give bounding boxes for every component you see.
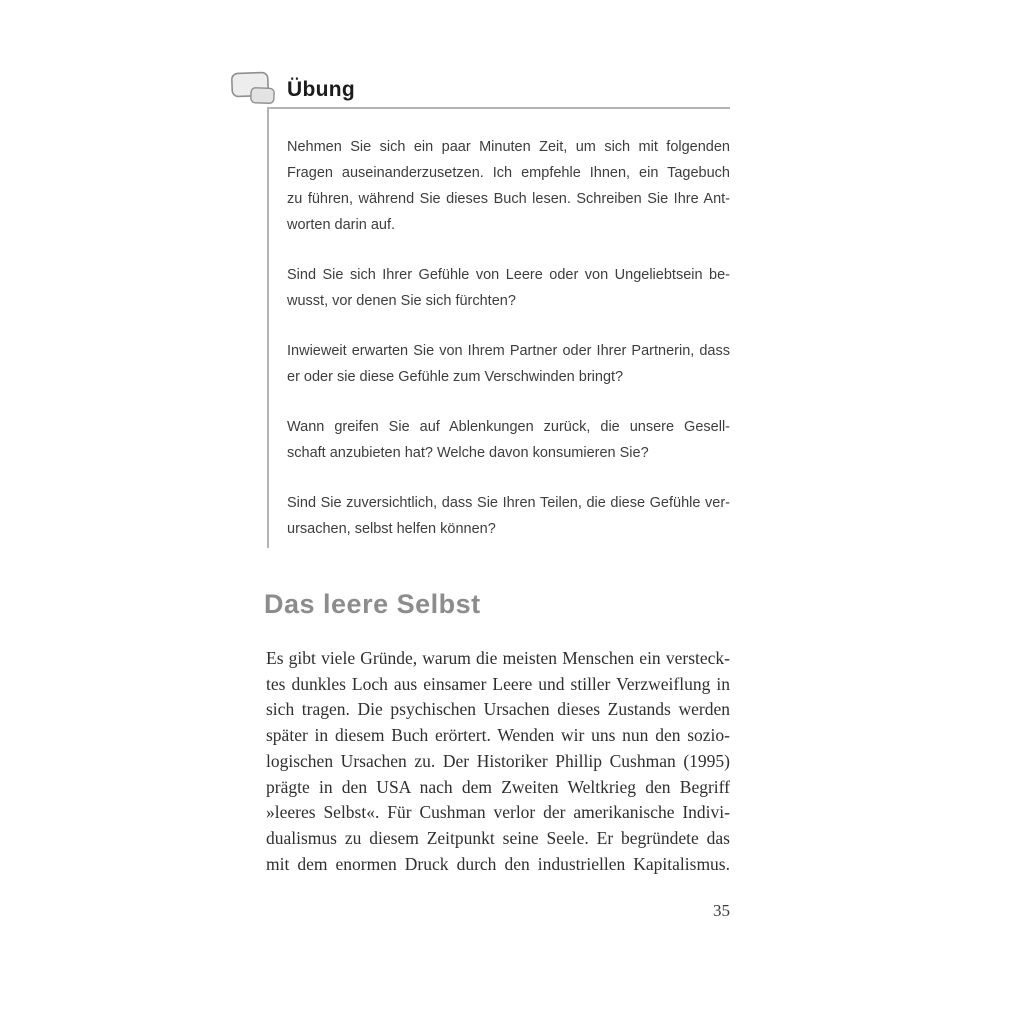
exercise-paragraph	[287, 134, 730, 238]
exercise-paragraph	[287, 490, 730, 542]
body-line: dualismus zu diesem Zeitpunkt seine Seele. Er begründete das	[266, 827, 730, 848]
exercise-paragraph	[287, 338, 730, 390]
exercise-line: Inwieweit erwarten Sie von Ihrem Partner oder Ihrer Partnerin, dass	[287, 343, 730, 359]
exercise-heading: Übung	[287, 78, 355, 101]
exercise-line: ursachen, selbst helfen können?	[287, 521, 496, 537]
exercise-line: wusst, vor denen Sie sich fürchten?	[287, 293, 516, 309]
exercise-line: Nehmen Sie sich ein paar Minuten Zeit, um sich mit folgenden	[287, 139, 730, 155]
body-line: mit dem enormen Druck durch den industriellen Kapitalismus.	[266, 853, 730, 874]
body-line: logischen Ursachen zu. Der Historiker Phillip Cushman (1995)	[266, 750, 730, 771]
exercise-line: er oder sie diese Gefühle zum Verschwinden bringt?	[287, 369, 624, 385]
exercise-line: Wann greifen Sie auf Ablenkungen zurück, die unsere Gesell-	[287, 419, 730, 435]
body-line: Es gibt viele Gründe, warum die meisten Menschen ein versteck-	[266, 648, 730, 668]
body-line: »leeres Selbst«. Für Cushman verlor der amerikanische Indivi-	[266, 802, 730, 823]
body-line: später in diesem Buch erörtert. Wenden wir uns nun den sozio-	[266, 725, 730, 746]
page-number: 35	[713, 901, 730, 920]
body-paragraph	[266, 646, 730, 877]
exercise-line: schaft anzubieten hat? Welche davon konsumieren Sie?	[287, 445, 649, 461]
exercise-line: worten darin auf.	[287, 217, 396, 233]
section-heading: Das leere Selbst	[264, 589, 481, 619]
body-line: sich tragen. Die psychischen Ursachen dieses Zustands werden	[266, 699, 730, 720]
exercise-left-rule	[267, 107, 269, 548]
exercise-paragraph	[287, 262, 730, 314]
body-line: prägte in den USA nach dem Zweiten Weltkrieg den Begriff	[266, 776, 730, 797]
exercise-block	[287, 134, 730, 542]
exercise-line: Fragen auseinanderzusetzen. Ich empfehle Ihnen, ein Tagebuch	[287, 165, 730, 181]
exercise-top-rule	[268, 107, 730, 109]
exercise-paragraph	[287, 414, 730, 466]
exercise-line: zu führen, während Sie dieses Buch lesen. Schreiben Sie Ihre Ant-	[287, 191, 730, 207]
body-line: tes dunkles Loch aus einsamer Leere und stiller Verzweiflung in	[266, 673, 730, 694]
exercise-line: Sind Sie sich Ihrer Gefühle von Leere oder von Ungeliebtsein be-	[287, 267, 730, 283]
exercise-line: Sind Sie zuversichtlich, dass Sie Ihren Teilen, die diese Gefühle ver-	[287, 495, 730, 511]
